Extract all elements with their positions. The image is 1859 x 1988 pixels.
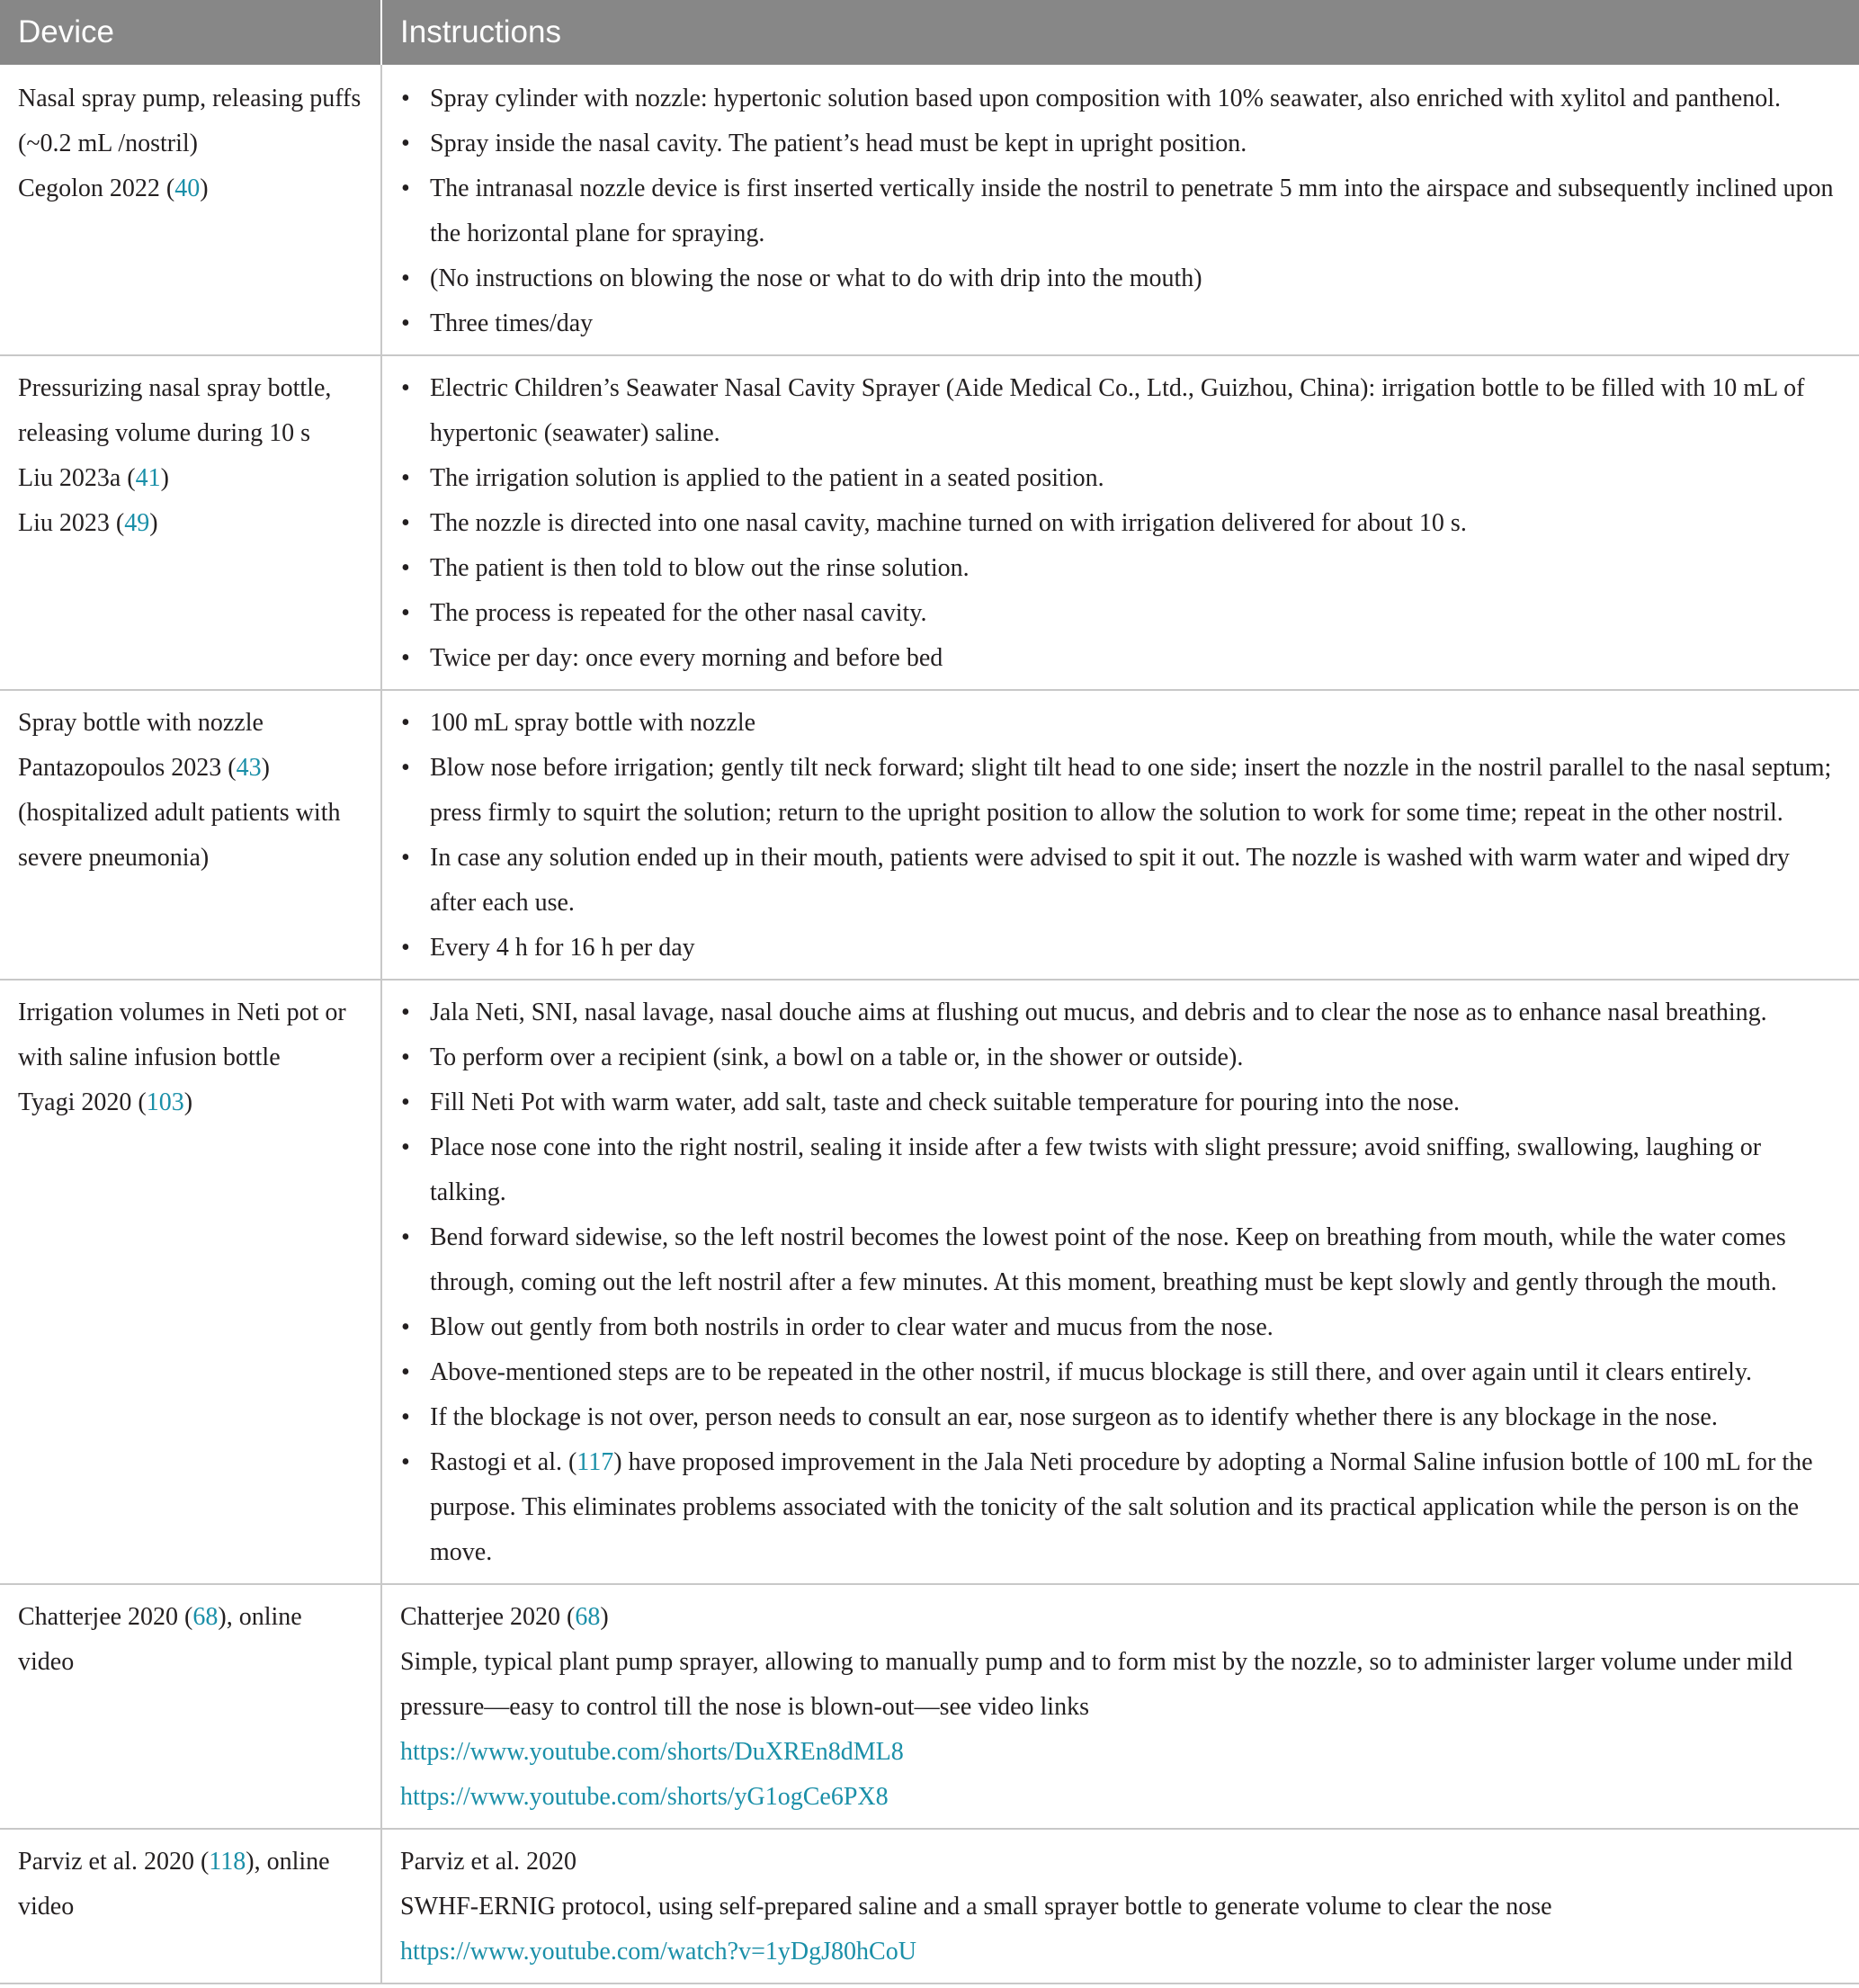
citation-link[interactable]: 43 <box>236 754 262 782</box>
device-text: Tyagi 2020 ( <box>18 1088 147 1116</box>
device-text: ), online video <box>18 1603 302 1676</box>
instructions-cell <box>381 355 1859 690</box>
device-text: Pantazopoulos 2023 ( <box>18 754 237 782</box>
list-item: • The irrigation solution is applied to the patient in a seated position. <box>400 456 1841 501</box>
item-text: ) have proposed improvement in the Jala Neti procedure by adopting a Normal Saline infusion bottle of 100 mL for the purpose. This eliminates problems associated with the tonicity of the salt solution and its practical application while the person is on the move. <box>430 1448 1813 1566</box>
header-device: Device <box>0 0 381 65</box>
instruction-title <box>400 1595 1841 1640</box>
citation-link[interactable]: 117 <box>576 1448 614 1476</box>
instruction-list <box>400 701 1841 971</box>
list-item: • Jala Neti, SNI, nasal lavage, nasal douche aims at flushing out mucus, and debris and to clear the nose as to enhance nasal breathing. <box>400 990 1841 1035</box>
device-cell <box>0 65 381 355</box>
table-row <box>0 1584 1859 1829</box>
list-item: • Blow out gently from both nostrils in order to clear water and mucus from the nose. <box>400 1305 1841 1350</box>
list-item: • The patient is then told to blow out the rinse solution. <box>400 546 1841 591</box>
citation-link[interactable]: 68 <box>192 1603 219 1631</box>
device-text: Liu 2023a ( <box>18 464 136 492</box>
device-text: Spray bottle with nozzle <box>18 709 264 737</box>
citation-link[interactable]: 118 <box>209 1848 246 1876</box>
list-item: • To perform over a recipient (sink, a bowl on a table or, in the shower or outside). <box>400 1035 1841 1080</box>
item-text: Rastogi et al. ( <box>430 1448 577 1476</box>
device-citation-line <box>18 456 362 501</box>
video-link[interactable]: https://www.youtube.com/shorts/DuXREn8dML8 <box>400 1738 904 1766</box>
device-citation-line <box>18 1080 362 1125</box>
device-text: Nasal spray pump, releasing puffs (~0.2 mL /nostril) <box>18 85 362 157</box>
list-item: • Three times/day <box>400 301 1841 346</box>
header-instructions: Instructions <box>381 0 1859 65</box>
citation-link[interactable]: 41 <box>135 464 161 492</box>
video-link[interactable]: https://www.youtube.com/watch?v=1yDgJ80hCoU <box>400 1938 916 1966</box>
device-text: Chatterjee 2020 ( <box>18 1603 193 1631</box>
list-item: • In case any solution ended up in their mouth, patients were advised to spit it out. The nozzle is washed with warm water and wiped dry after each use. <box>400 836 1841 926</box>
device-text: Cegolon 2022 ( <box>18 175 175 202</box>
device-text: ) <box>200 175 209 202</box>
list-item: • Place nose cone into the right nostril, sealing it inside after a few twists with slight pressure; avoid sniffing, swallowing, laughing or talking. <box>400 1125 1841 1215</box>
list-item: • If the blockage is not over, person needs to consult an ear, nose surgeon as to identify whether there is any blockage in the nose. <box>400 1395 1841 1440</box>
citation-link[interactable]: 103 <box>146 1088 184 1116</box>
table-row <box>0 690 1859 980</box>
instruction-list <box>400 366 1841 681</box>
device-cell <box>0 1584 381 1829</box>
device-text: Parviz et al. 2020 ( <box>18 1848 210 1876</box>
device-citation-line <box>18 166 362 211</box>
device-cell <box>0 355 381 690</box>
citation-link[interactable]: 49 <box>124 509 150 537</box>
table-row <box>0 980 1859 1584</box>
instruction-title: Parviz et al. 2020 <box>400 1848 576 1876</box>
list-item: • Electric Children’s Seawater Nasal Cavity Sprayer (Aide Medical Co., Ltd., Guizhou, China): irrigation bottle to be filled with 10 mL of hypertonic (seawater) saline. <box>400 366 1841 456</box>
list-item: • Above-mentioned steps are to be repeated in the other nostril, if mucus blockage is still there, and over again until it clears entirely. <box>400 1350 1841 1395</box>
device-cell <box>0 980 381 1584</box>
device-citation-line <box>18 746 362 791</box>
instruction-title-text: Chatterjee 2020 ( <box>400 1603 576 1631</box>
citation-link[interactable]: 68 <box>575 1603 601 1631</box>
list-item: • Twice per day: once every morning and before bed <box>400 636 1841 681</box>
device-citation-line <box>18 501 362 546</box>
instruction-title-text: ) <box>600 1603 609 1631</box>
video-link[interactable]: https://www.youtube.com/shorts/yG1ogCe6PX8 <box>400 1783 889 1811</box>
list-item: • Spray cylinder with nozzle: hypertonic solution based upon composition with 10% seawater, also enriched with xylitol and panthenol. <box>400 76 1841 121</box>
table-row <box>0 355 1859 690</box>
list-item: • Every 4 h for 16 h per day <box>400 926 1841 971</box>
header-row <box>0 0 1859 65</box>
list-item: • Fill Neti Pot with warm water, add salt, taste and check suitable temperature for pouring into the nose. <box>400 1080 1841 1125</box>
instruction-list <box>400 76 1841 346</box>
instructions-cell <box>381 1584 1859 1829</box>
device-text: (hospitalized adult patients with severe pneumonia) <box>18 799 341 872</box>
table-header <box>0 0 1859 65</box>
device-text: ) <box>160 464 169 492</box>
device-cell <box>0 690 381 980</box>
instruction-list <box>400 990 1841 1575</box>
device-text: ) <box>261 754 270 782</box>
list-item: • (No instructions on blowing the nose or what to do with drip into the mouth) <box>400 256 1841 301</box>
list-item: • The process is repeated for the other nasal cavity. <box>400 591 1841 636</box>
list-item <box>400 1440 1841 1575</box>
device-text: Irrigation volumes in Neti pot or with saline infusion bottle <box>18 998 346 1071</box>
device-text: ), online video <box>18 1848 330 1921</box>
table-row <box>0 1829 1859 1984</box>
list-item: • 100 mL spray bottle with nozzle <box>400 701 1841 746</box>
list-item: • The intranasal nozzle device is first inserted vertically inside the nostril to penetrate 5 mm into the airspace and subsequently inclined upon the horizontal plane for spraying. <box>400 166 1841 256</box>
instruction-text: Simple, typical plant pump sprayer, allowing to manually pump and to form mist by the nozzle, so to administer larger volume under mild pressure—easy to control till the nose is blown-out—see video links <box>400 1648 1793 1721</box>
list-item: • Blow nose before irrigation; gently tilt neck forward; slight tilt head to one side; insert the nozzle in the nostril parallel to the nasal septum; press firmly to squirt the solution; return to the upright position to allow the solution to work for some time; repeat in the other nostril. <box>400 746 1841 836</box>
instructions-cell <box>381 690 1859 980</box>
instructions-cell <box>381 980 1859 1584</box>
device-text: Pressurizing nasal spray bottle, releasing volume during 10 s <box>18 374 332 447</box>
instructions-cell <box>381 1829 1859 1984</box>
device-cell <box>0 1829 381 1984</box>
citation-link[interactable]: 40 <box>174 175 201 202</box>
device-text: ) <box>149 509 158 537</box>
table-row <box>0 65 1859 355</box>
table-body <box>0 65 1859 1984</box>
instruction-text: SWHF-ERNIG protocol, using self-prepared saline and a small sprayer bottle to generate volume to clear the nose <box>400 1893 1552 1921</box>
list-item: • Spray inside the nasal cavity. The patient’s head must be kept in upright position. <box>400 121 1841 166</box>
device-text: ) <box>183 1088 193 1116</box>
device-text: Liu 2023 ( <box>18 509 125 537</box>
list-item: • The nozzle is directed into one nasal cavity, machine turned on with irrigation delivered for about 10 s. <box>400 501 1841 546</box>
list-item: • Bend forward sidewise, so the left nostril becomes the lowest point of the nose. Keep on breathing from mouth, while the water comes through, coming out the left nostril after a few minutes. At this moment, breathing must be kept slowly and gently through the mouth. <box>400 1215 1841 1305</box>
instructions-cell <box>381 65 1859 355</box>
